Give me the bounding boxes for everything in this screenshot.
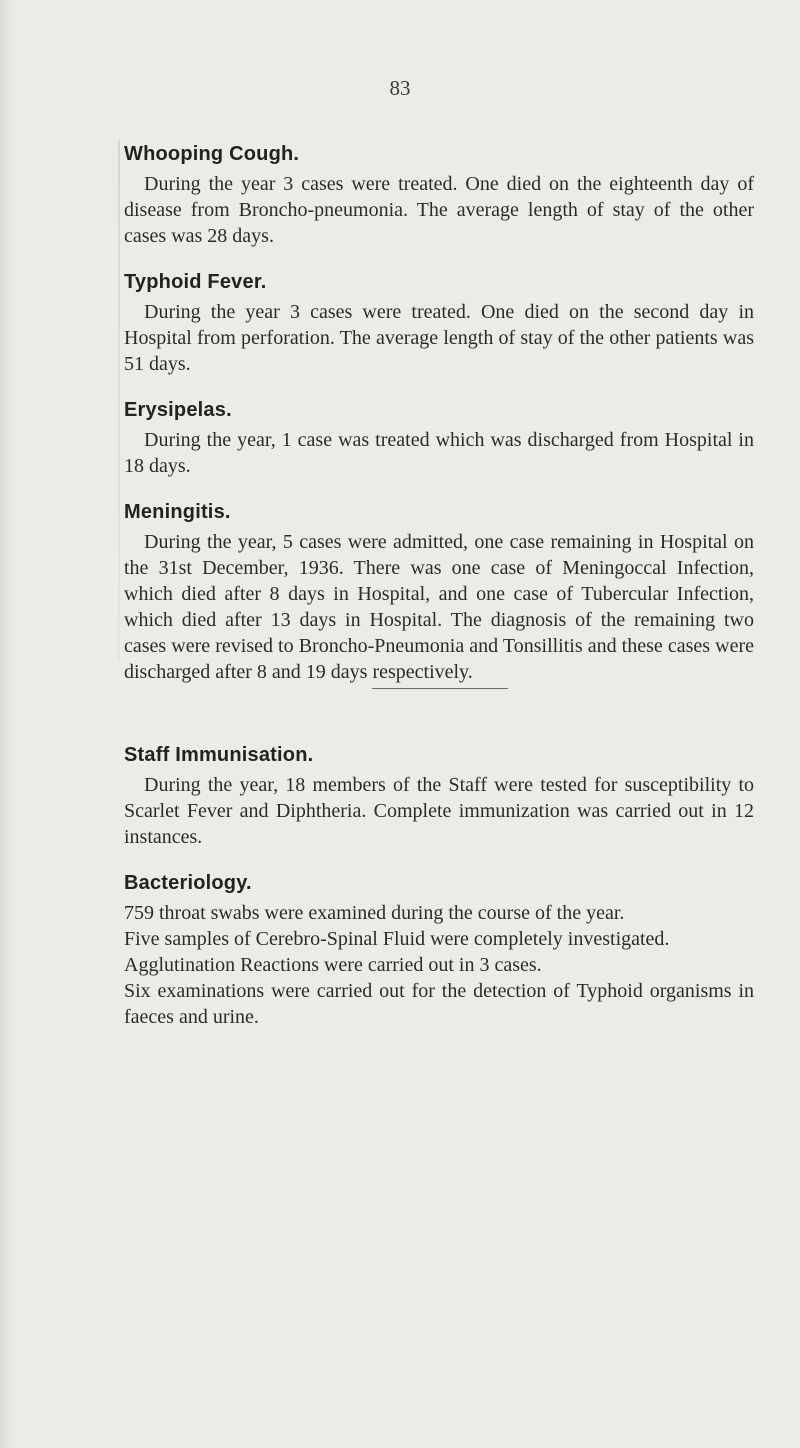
section-heading: Bacteriology. — [124, 872, 252, 894]
section-whooping-cough — [124, 140, 754, 249]
section-paragraph: Five samples of Cerebro-Spinal Fluid were completely investigated. — [124, 928, 670, 950]
section-paragraph: During the year, 18 members of the Staff were tested for susceptibility to Scarlet Fever and Diphtheria. Complete immunization was carried out in 12 instances. — [124, 774, 754, 848]
section-heading: Erysipelas. — [124, 399, 232, 421]
section-heading: Typhoid Fever. — [124, 271, 267, 293]
section-paragraph: Agglutination Reactions were carried out in 3 cases. — [124, 954, 542, 976]
section-bacteriology — [124, 869, 754, 1030]
section-typhoid-fever — [124, 268, 754, 377]
page-edge-shadow — [0, 0, 14, 1448]
section-paragraph: 759 throat swabs were examined during the course of the year. — [124, 902, 625, 924]
section-heading: Whooping Cough. — [124, 143, 300, 165]
section-erysipelas — [124, 396, 754, 479]
section-staff-immunisation — [124, 741, 754, 850]
section-paragraph: During the year, 1 case was treated which was discharged from Hospital in 18 days. — [124, 429, 754, 477]
section-paragraph: Six examinations were carried out for the detection of Typhoid organisms in faeces and urine. — [124, 980, 754, 1028]
section-meningitis — [124, 498, 754, 685]
section-paragraph: During the year 3 cases were treated. One died on the eighteenth day of disease from Broncho-pneumonia. The average length of stay of the other cases was 28 days. — [124, 173, 754, 247]
section-paragraph: During the year, 5 cases were admitted, one case remaining in Hospital on the 31st December, 1936. There was one case of Meningoccal Infection, which died after 8 days in Hospital, and one case of Tubercular Infection, which died after 13 days in Hospital. The diagnosis of the remaining two cases were revised to Broncho-Pneumonia and Tonsillitis and these cases were discharged after 8 and 19 days respectively. — [124, 531, 754, 683]
page-number: 83 — [389, 76, 411, 100]
binding-margin-mark — [118, 140, 120, 660]
section-paragraph: During the year 3 cases were treated. One died on the second day in Hospital from perforation. The average length of stay of the other patients was 51 days. — [124, 301, 754, 375]
section-heading: Meningitis. — [124, 501, 231, 523]
section-heading: Staff Immunisation. — [124, 744, 314, 766]
section-divider-rule — [372, 688, 508, 689]
document-body — [124, 140, 754, 1049]
